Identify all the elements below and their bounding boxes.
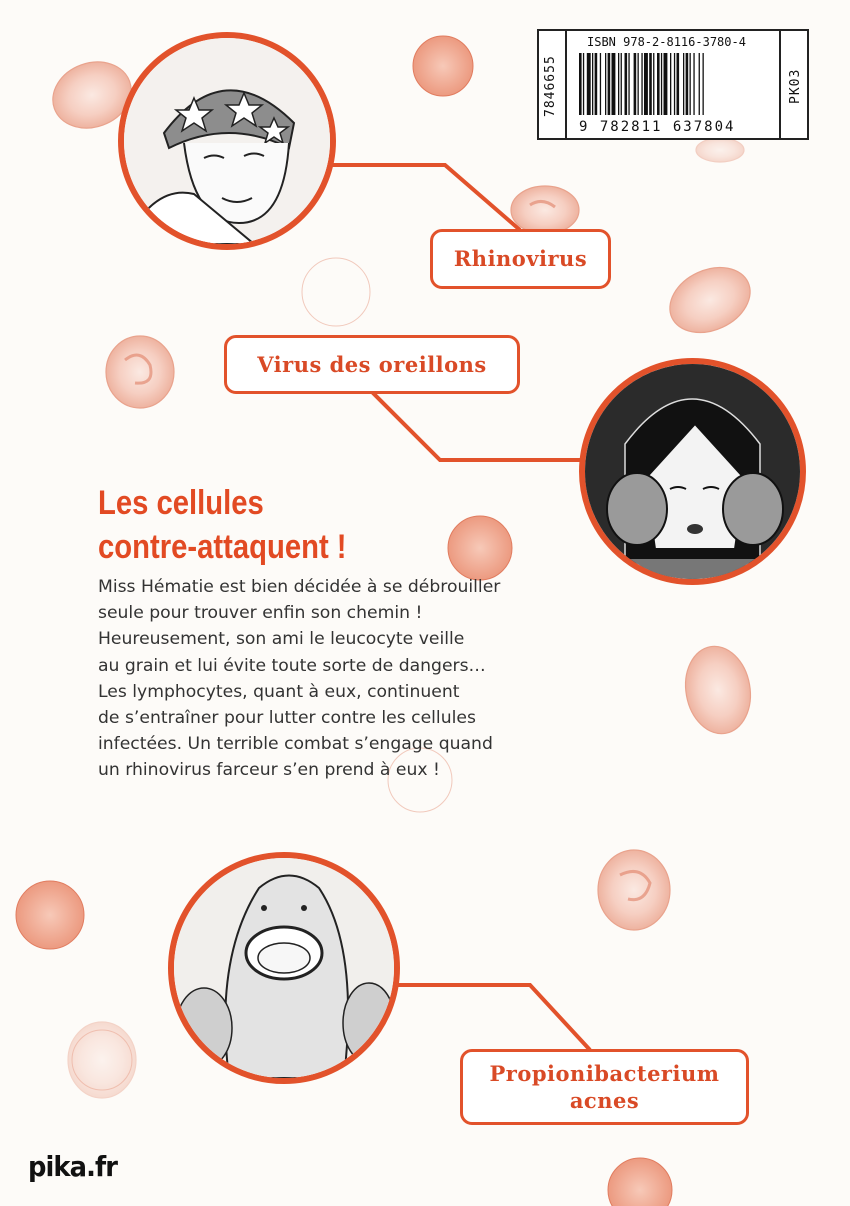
barcode-side-code: 7846655 <box>543 55 558 117</box>
synopsis-line: de s’entraîner pour lutter contre les cellules <box>98 708 476 729</box>
propionibacterium-label <box>460 1049 749 1125</box>
barcode-digits: 9 782811 637804 <box>579 119 736 135</box>
propionibacterium-label-line1: Propionibacterium <box>489 1061 720 1086</box>
synopsis-line: un rhinovirus farceur s’en prend à eux ! <box>98 760 440 781</box>
mumps-virus-label: Virus des oreillons <box>224 335 520 394</box>
headline-line1: Les cellules <box>98 484 264 522</box>
synopsis-line: Heureusement, son ami le leucocyte veille <box>98 629 465 650</box>
synopsis-line: Miss Hématie est bien décidée à se débrouiller <box>98 577 501 597</box>
rhinovirus-portrait <box>118 32 336 250</box>
synopsis-line: Les lymphocytes, quant à eux, continuent <box>98 681 460 702</box>
propionibacterium-portrait <box>168 852 400 1084</box>
headline-line2: contre-attaquent ! <box>98 528 347 566</box>
synopsis-line: au grain et lui évite toute sorte de dangers… <box>98 655 486 676</box>
isbn-label: ISBN 978-2-8116-3780-4 <box>587 35 746 49</box>
publisher-logo: pika.fr <box>28 1150 118 1183</box>
synopsis-line: seule pour trouver enfin son chemin ! <box>98 603 423 624</box>
rhinovirus-label: Rhinovirus <box>430 229 611 289</box>
synopsis-text <box>98 574 618 784</box>
barcode-price-code: PK03 <box>788 68 803 104</box>
mumps-virus-portrait <box>579 358 806 585</box>
barcode-bars <box>579 53 769 117</box>
headline <box>98 481 425 569</box>
barcode-panel <box>537 29 809 140</box>
synopsis-line: infectées. Un terrible combat s’engage quand <box>98 734 493 755</box>
propionibacterium-label-line2: acnes <box>569 1088 640 1113</box>
